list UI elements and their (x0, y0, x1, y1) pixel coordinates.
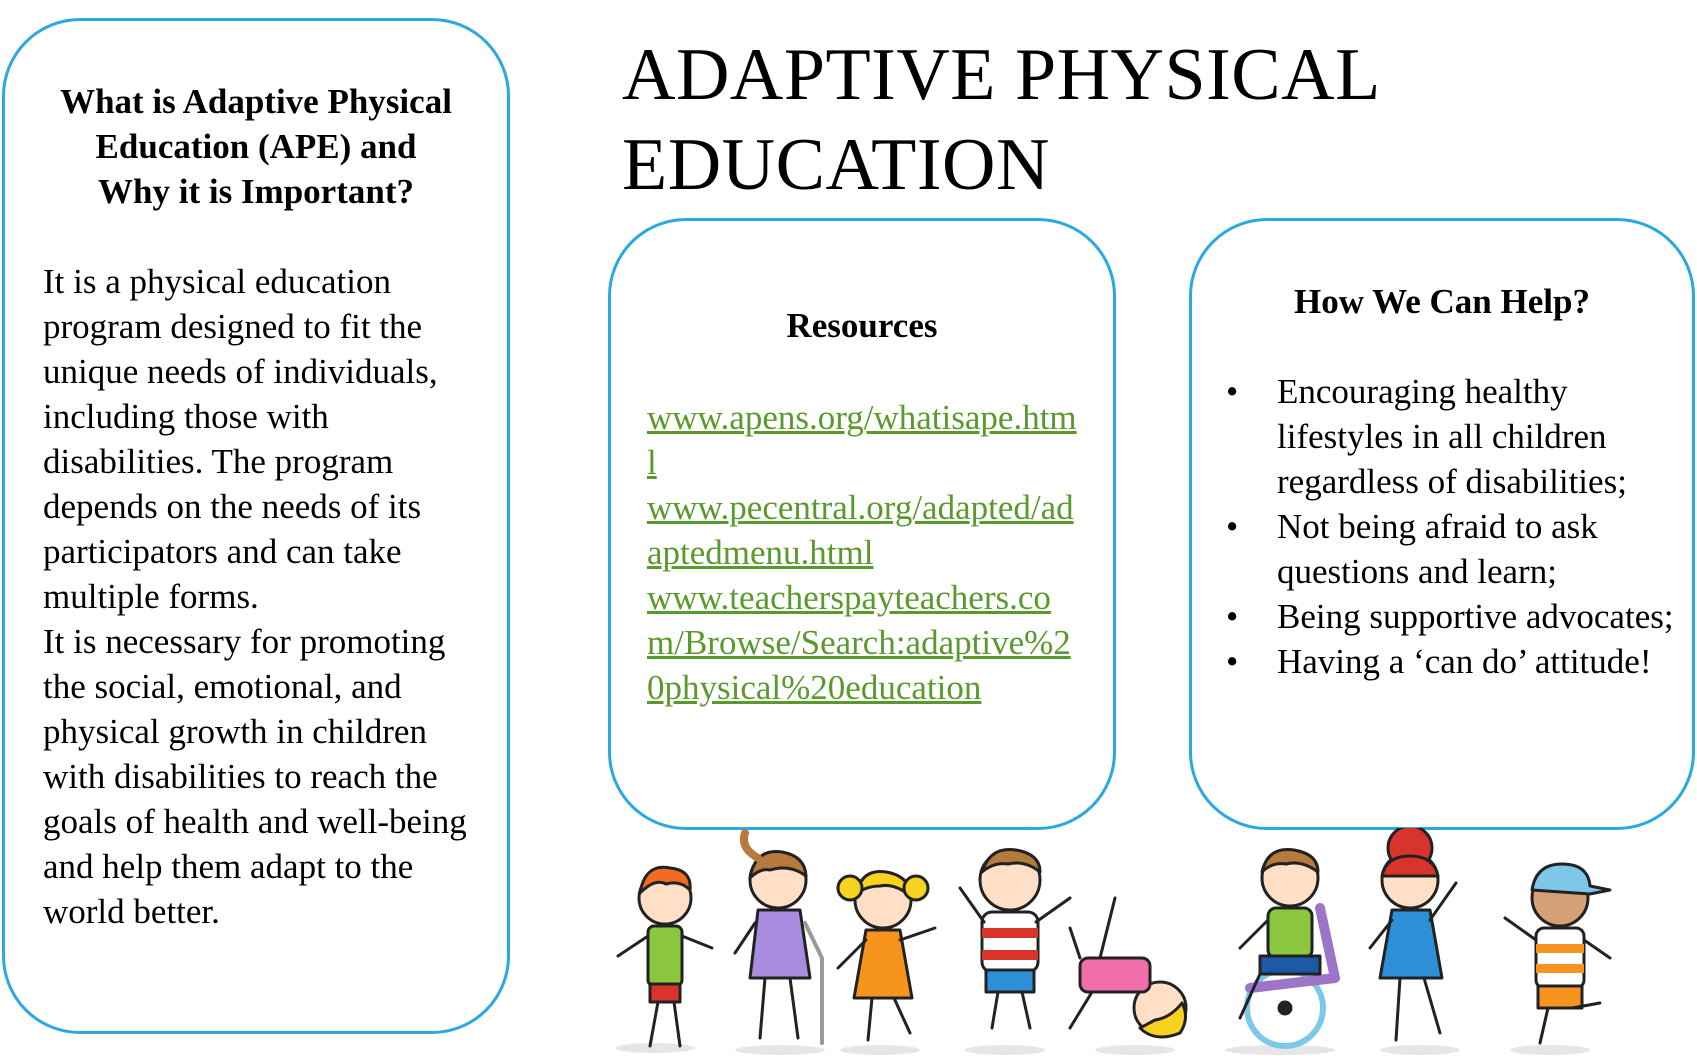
bullet-icon: • (1226, 507, 1239, 546)
heading-line: Why it is Important? (98, 172, 414, 211)
kid-2-figure (735, 833, 825, 1055)
kid-7-figure (1370, 828, 1460, 1055)
page-title (622, 30, 1381, 210)
heading-line: What is Adaptive Physical (60, 82, 452, 121)
definition-paragraph: It is a physical education program designed to fit the unique needs of individuals, including those with disabilities. The program depends on the needs of its participators and can take multiple forms. (43, 262, 438, 616)
kid-3-figure (838, 871, 935, 1055)
resource-link-pecentral[interactable]: www.pecentral.org/adapted/adaptedmenu.html (647, 488, 1074, 572)
kid-4-figure (960, 849, 1070, 1055)
list-item (1226, 594, 1682, 639)
resources-links (647, 395, 1083, 710)
title-line-1: ADAPTIVE PHYSICAL (622, 34, 1381, 116)
bullet-icon: • (1226, 642, 1239, 681)
list-item (1226, 504, 1682, 594)
bullet-icon: • (1226, 372, 1239, 411)
resource-link-teacherspayteachers[interactable]: www.teacherspayteachers.com/Browse/Search:adaptive%20physical%20education (647, 578, 1071, 707)
what-is-ape-heading (25, 79, 487, 214)
resources-panel (608, 218, 1116, 830)
title-line-2: EDUCATION (622, 124, 1050, 206)
kid-5-figure (1070, 898, 1186, 1055)
children-playing-illustration (600, 828, 1697, 1056)
list-item-text: Encouraging healthy lifestyles in all children regardless of disabilities; (1277, 372, 1627, 501)
importance-paragraph: It is necessary for promoting the social, emotional, and physical growth in children with disabilities to reach the goals of health and well-being and help them adapt to the world better. (43, 622, 467, 931)
kid-6-figure (1225, 849, 1335, 1055)
kid-8-figure (1505, 864, 1610, 1055)
what-is-ape-body (43, 259, 477, 934)
list-item (1226, 639, 1682, 684)
list-item-text: Not being afraid to ask questions and learn; (1277, 507, 1598, 591)
heading-line: Education (APE) and (95, 127, 417, 166)
how-we-can-help-heading: How We Can Help? (1294, 282, 1590, 321)
kid-1-figure (615, 867, 712, 1053)
list-item-text: Being supportive advocates; (1277, 597, 1674, 636)
resources-heading: Resources (786, 306, 938, 345)
list-item-text: Having a ‘can do’ attitude! (1277, 642, 1652, 681)
what-is-ape-panel (2, 18, 510, 1034)
list-item (1226, 369, 1682, 504)
how-we-can-help-panel (1189, 218, 1695, 830)
bullet-icon: • (1226, 597, 1239, 636)
help-list (1226, 369, 1682, 684)
resource-link-apens[interactable]: www.apens.org/whatisape.html (647, 398, 1077, 482)
